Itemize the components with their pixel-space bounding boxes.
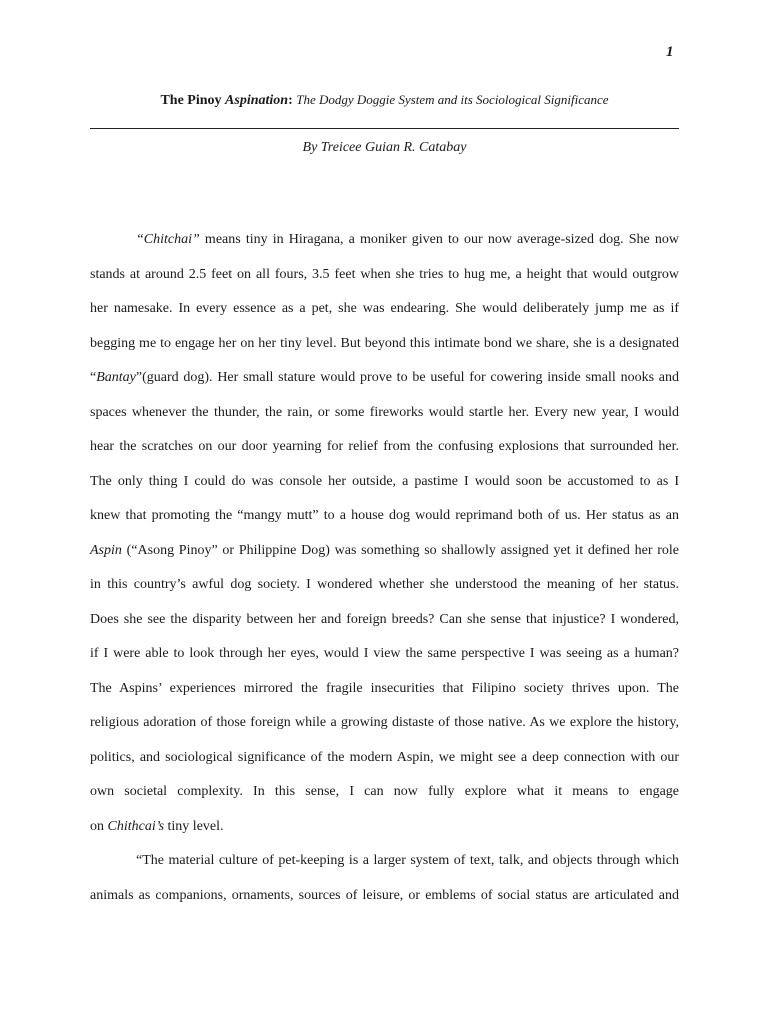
document-title (90, 92, 679, 109)
paragraph-1-line-16: politics, and sociological significance of the modern Aspin, we might see a deep connection with our (90, 750, 679, 765)
paragraph-2-line-2: animals as companions, ornaments, sources of leisure, or emblems of social status are articulated and (90, 888, 679, 903)
paragraph-1-line-8: The only thing I could do was console her outside, a pastime I would soon be accustomed to as I (90, 474, 679, 489)
paragraph-1-line-11: in this country’s awful dog society. I wondered whether she understood the meaning of her status. (90, 577, 679, 592)
page-number: 1 (666, 44, 674, 60)
paragraph-1-line-4: begging me to engage her on her tiny level. But beyond this intimate bond we share, she is a designated (90, 336, 679, 351)
paragraph-1-line-17: own societal complexity. In this sense, I can now fully explore what it means to engage (90, 784, 679, 799)
paragraph-1-line-13: if I were able to look through her eyes, would I view the same perspective I was seeing as a human? (90, 646, 679, 661)
dog-name-italic: Chithcai’s (107, 819, 165, 834)
paragraph-1-line-12: Does she see the disparity between her and foreign breeds? Can she sense that injustice? I wondered, (90, 612, 679, 627)
paragraph-2-line-1: “The material culture of pet-keeping is a larger system of text, talk, and objects through which (136, 853, 679, 868)
title-part-2: Aspination (225, 93, 289, 108)
paragraph-1-line-18 (90, 817, 679, 837)
bantay-italic: Bantay (96, 370, 136, 385)
paragraph-1-line-14: The Aspins’ experiences mirrored the fragile insecurities that Filipino society thrives upon. The (90, 681, 679, 696)
title-part-1: The Pinoy (160, 93, 226, 108)
line-text: means tiny in Hiragana, a moniker given to our now average-sized dog. She now (199, 232, 679, 247)
aspin-italic: Aspin (90, 543, 122, 558)
paragraph-1-line-5 (90, 368, 679, 388)
paragraph-1-line-2: stands at around 2.5 feet on all fours, 3.5 feet when she tries to hug me, a height that would outgrow (90, 267, 679, 282)
title-subtitle: The Dodgy Doggie System and its Sociological Significance (296, 92, 609, 107)
title-divider (90, 128, 679, 129)
dog-name-italic: “Chitchai” (136, 232, 200, 247)
paragraph-1-line-7: hear the scratches on our door yearning for relief from the confusing explosions that surrounded her. (90, 439, 679, 454)
open-quote: “ (90, 370, 97, 385)
line-text: tiny level. (164, 819, 224, 834)
line-text: ”(guard dog). Her small stature would prove to be useful for cowering inside small nooks and (135, 370, 679, 385)
byline: By Treicee Guian R. Catabay (302, 140, 467, 155)
title-part-3: : (288, 93, 297, 108)
paragraph-1-line-9: knew that promoting the “mangy mutt” to a house dog would reprimand both of us. Her status as an (90, 508, 679, 523)
paragraph-1-line-6: spaces whenever the thunder, the rain, or some fireworks would startle her. Every new year, I would (90, 405, 679, 420)
line-text: (“Asong Pinoy” or Philippine Dog) was something so shallowly assigned yet it defined her role (121, 543, 679, 558)
paragraph-1-line-3: her namesake. In every essence as a pet, she was endearing. She would deliberately jump me as if (90, 301, 679, 316)
line-text: on (90, 819, 108, 834)
paragraph-1-line-10 (90, 541, 679, 561)
paragraph-1-line-15: religious adoration of those foreign while a growing distaste of those native. As we explore the history, (90, 715, 679, 730)
paragraph-1-line-1 (136, 230, 679, 250)
